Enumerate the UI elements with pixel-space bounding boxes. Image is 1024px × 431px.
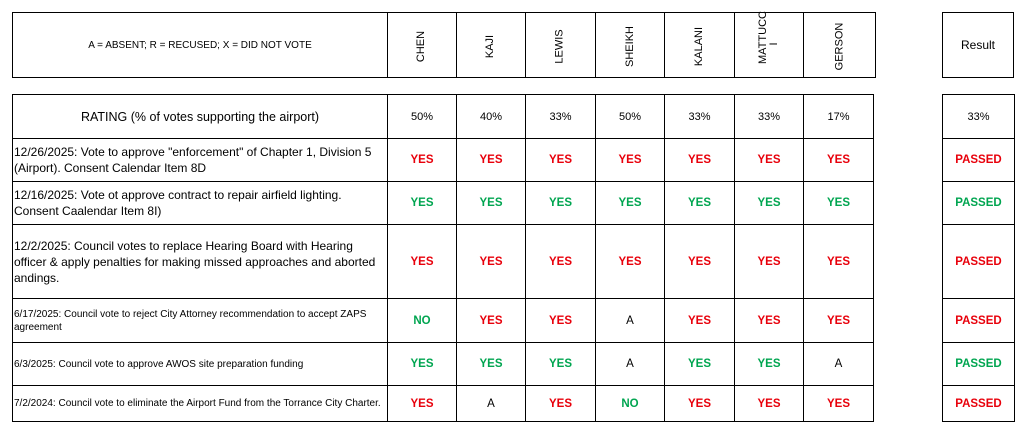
vote-cell: A	[596, 343, 665, 386]
vote-row	[13, 139, 1015, 182]
vote-row	[13, 182, 1015, 225]
spacer-cell	[874, 343, 943, 386]
vote-result: PASSED	[943, 225, 1015, 299]
vote-description: 7/2/2024: Council vote to eliminate the Airport Fund from the Torrance City Charter.	[13, 386, 388, 422]
vote-cell: YES	[457, 225, 526, 299]
vote-result: PASSED	[943, 182, 1015, 225]
vote-cell: YES	[526, 139, 596, 182]
vote-result: PASSED	[943, 299, 1015, 343]
vote-cell: YES	[388, 139, 457, 182]
spacer-cell	[874, 139, 943, 182]
rating-value: 17%	[804, 95, 874, 139]
vote-cell: YES	[457, 182, 526, 225]
vote-cell: YES	[804, 182, 874, 225]
vote-cell: YES	[735, 225, 804, 299]
vote-cell: YES	[665, 139, 735, 182]
vote-cell: YES	[665, 343, 735, 386]
vote-row	[13, 343, 1015, 386]
vote-cell: YES	[596, 182, 665, 225]
vote-cell: YES	[735, 182, 804, 225]
vote-cell: YES	[457, 139, 526, 182]
vote-result: PASSED	[943, 343, 1015, 386]
vote-cell: YES	[735, 299, 804, 343]
member-header-gerson: GERSON	[804, 13, 876, 78]
rating-row	[13, 95, 1015, 139]
vote-cell: NO	[388, 299, 457, 343]
vote-cell: YES	[665, 225, 735, 299]
vote-description: 6/17/2025: Council vote to reject City Attorney recommendation to accept ZAPS agreement	[13, 299, 388, 343]
spacer-cell	[874, 182, 943, 225]
vote-cell: YES	[735, 343, 804, 386]
vote-cell: YES	[526, 225, 596, 299]
spacer-cell	[874, 386, 943, 422]
vote-cell: YES	[804, 225, 874, 299]
rating-result: 33%	[943, 95, 1015, 139]
header-table	[12, 12, 876, 78]
vote-cell: YES	[388, 225, 457, 299]
rating-value: 50%	[596, 95, 665, 139]
rating-value: 50%	[388, 95, 457, 139]
vote-legend: A = ABSENT; R = RECUSED; X = DID NOT VOTE	[13, 13, 388, 78]
member-header-kalani: KALANI	[665, 13, 735, 78]
vote-result: PASSED	[943, 386, 1015, 422]
vote-row	[13, 299, 1015, 343]
rating-value: 33%	[665, 95, 735, 139]
vote-description: 12/2/2025: Council votes to replace Hearing Board with Hearing officer & apply penalties for making missed approaches and aborted andings.	[13, 225, 388, 299]
vote-cell: YES	[804, 299, 874, 343]
spacer-cell	[874, 225, 943, 299]
member-header-kaji: KAJI	[457, 13, 526, 78]
vote-cell: A	[804, 343, 874, 386]
vote-cell: YES	[526, 299, 596, 343]
vote-cell: YES	[526, 386, 596, 422]
member-header-mattucci: MATTUCC I	[735, 13, 804, 78]
rating-value: 40%	[457, 95, 526, 139]
vote-cell: YES	[735, 139, 804, 182]
vote-row	[13, 386, 1015, 422]
vote-cell: YES	[665, 299, 735, 343]
vote-cell: YES	[457, 299, 526, 343]
rating-value: 33%	[526, 95, 596, 139]
vote-cell: YES	[457, 343, 526, 386]
vote-cell: NO	[596, 386, 665, 422]
result-header: Result	[942, 12, 1014, 78]
vote-row	[13, 225, 1015, 299]
vote-cell: YES	[665, 386, 735, 422]
member-header-chen: CHEN	[388, 13, 457, 78]
vote-cell: YES	[388, 343, 457, 386]
vote-cell: A	[457, 386, 526, 422]
vote-cell: YES	[804, 386, 874, 422]
vote-description: 12/26/2025: Vote to approve "enforcement" of Chapter 1, Division 5 (Airport). Consent Calendar Item 8D	[13, 139, 388, 182]
rating-value: 33%	[735, 95, 804, 139]
vote-cell: YES	[388, 182, 457, 225]
vote-result: PASSED	[943, 139, 1015, 182]
vote-cell: YES	[804, 139, 874, 182]
spacer-cell	[874, 299, 943, 343]
vote-cell: YES	[596, 225, 665, 299]
vote-cell: YES	[526, 182, 596, 225]
vote-cell: YES	[596, 139, 665, 182]
votes-table	[12, 94, 1015, 422]
vote-cell: YES	[665, 182, 735, 225]
vote-cell: A	[596, 299, 665, 343]
rating-label: RATING (% of votes supporting the airport)	[13, 95, 388, 139]
vote-description: 6/3/2025: Council vote to approve AWOS site preparation funding	[13, 343, 388, 386]
member-header-sheikh: SHEIKH	[596, 13, 665, 78]
vote-description: 12/16/2025: Vote ot approve contract to repair airfield lighting. Consent Caalendar Item 8I)	[13, 182, 388, 225]
member-header-lewis: LEWIS	[526, 13, 596, 78]
vote-cell: YES	[735, 386, 804, 422]
vote-cell: YES	[526, 343, 596, 386]
spacer-cell	[874, 95, 943, 139]
vote-cell: YES	[388, 386, 457, 422]
